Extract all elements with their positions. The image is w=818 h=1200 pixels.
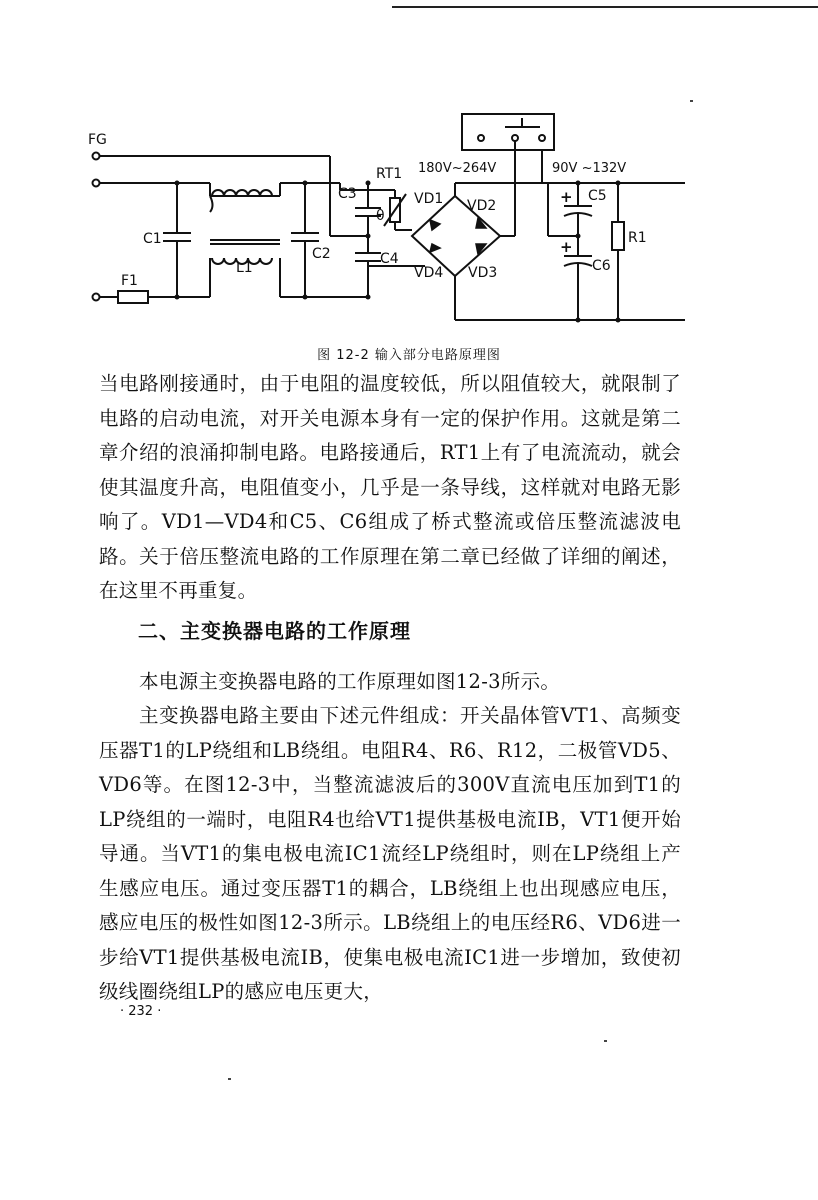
- label-r1: R1: [628, 230, 647, 246]
- label-f1: F1: [121, 273, 138, 289]
- label-rt1: RT1: [376, 166, 403, 182]
- label-fg: FG: [88, 132, 107, 148]
- label-c3: C3: [338, 186, 357, 202]
- label-l1: L1: [236, 260, 253, 276]
- circuit-diagram: [0, 100, 818, 340]
- label-c1: C1: [143, 231, 162, 247]
- scan-speck: [690, 100, 693, 102]
- page-number: · 232 ·: [120, 1004, 162, 1019]
- paragraph-2: 本电源主变换器电路的工作原理如图12-3所示。: [139, 670, 561, 693]
- label-vd4: VD4: [414, 265, 444, 281]
- label-c6: C6: [592, 258, 611, 274]
- figure-caption: 图 12-2 输入部分电路原理图: [317, 348, 501, 363]
- label-theta: θ: [376, 208, 385, 224]
- scan-speck: [604, 1040, 607, 1042]
- label-v-high: 180V~264V: [418, 161, 497, 176]
- label-c5: C5: [588, 188, 607, 204]
- circuit-wires: [96, 114, 685, 320]
- label-vd2: VD2: [467, 198, 497, 214]
- page-top-rule: [392, 6, 818, 8]
- bridge-diodes: [430, 218, 486, 254]
- label-plus-c5: +: [560, 188, 573, 206]
- label-c4: C4: [380, 251, 399, 267]
- paragraph-1: 当电路刚接通时，由于电阻的温度较低，所以阻值较大，就限制了电路的启动电流，对开关电源本身有一定的保护作用。这就是第二章介绍的浪涌抑制电路。电路接通后，RT1上有了电流流动，就会使其温度升高，电阻值变小，几乎是一条导线，这样就对电路无影响了。VD1—VD4和C5、C6组成了桥式整流或倍压整流滤波电路。关于倍压整流电路的工作原理在第二章已经做了详细的阐述，在这里不再重复。: [99, 372, 681, 602]
- label-plus-c6: +: [560, 238, 573, 256]
- section-heading: 二、主变换器电路的工作原理: [138, 619, 411, 643]
- label-c2: C2: [312, 246, 331, 262]
- label-v-low: 90V ~132V: [552, 161, 627, 176]
- label-vd1: VD1: [414, 191, 444, 207]
- scan-speck: [228, 1078, 231, 1080]
- paragraph-3: 主变换器电路主要由下述元件组成：开关晶体管VT1、高频变压器T1的LP绕组和LB绕组。电阻R4、R6、R12，二极管VD5、VD6等。在图12-3中，当整流滤波后的300V直流电压加到T1的LP绕组的一端时，电阻R4也给VT1提供基极电流IB，VT1便开始导通。当VT1的集电极电流IC1流经LP绕组时，则在LP绕组上产生感应电压。通过变压器T1的耦合，LB绕组上也出现感应电压，感应电压的极性如图12-3所示。LB绕组上的电压经R6、VD6进一步给VT1提供基极电流IB，使集电极电流IC1进一步增加，致使初级线圈绕组LP的感应电压更大，: [99, 704, 681, 1003]
- label-vd3: VD3: [468, 265, 498, 281]
